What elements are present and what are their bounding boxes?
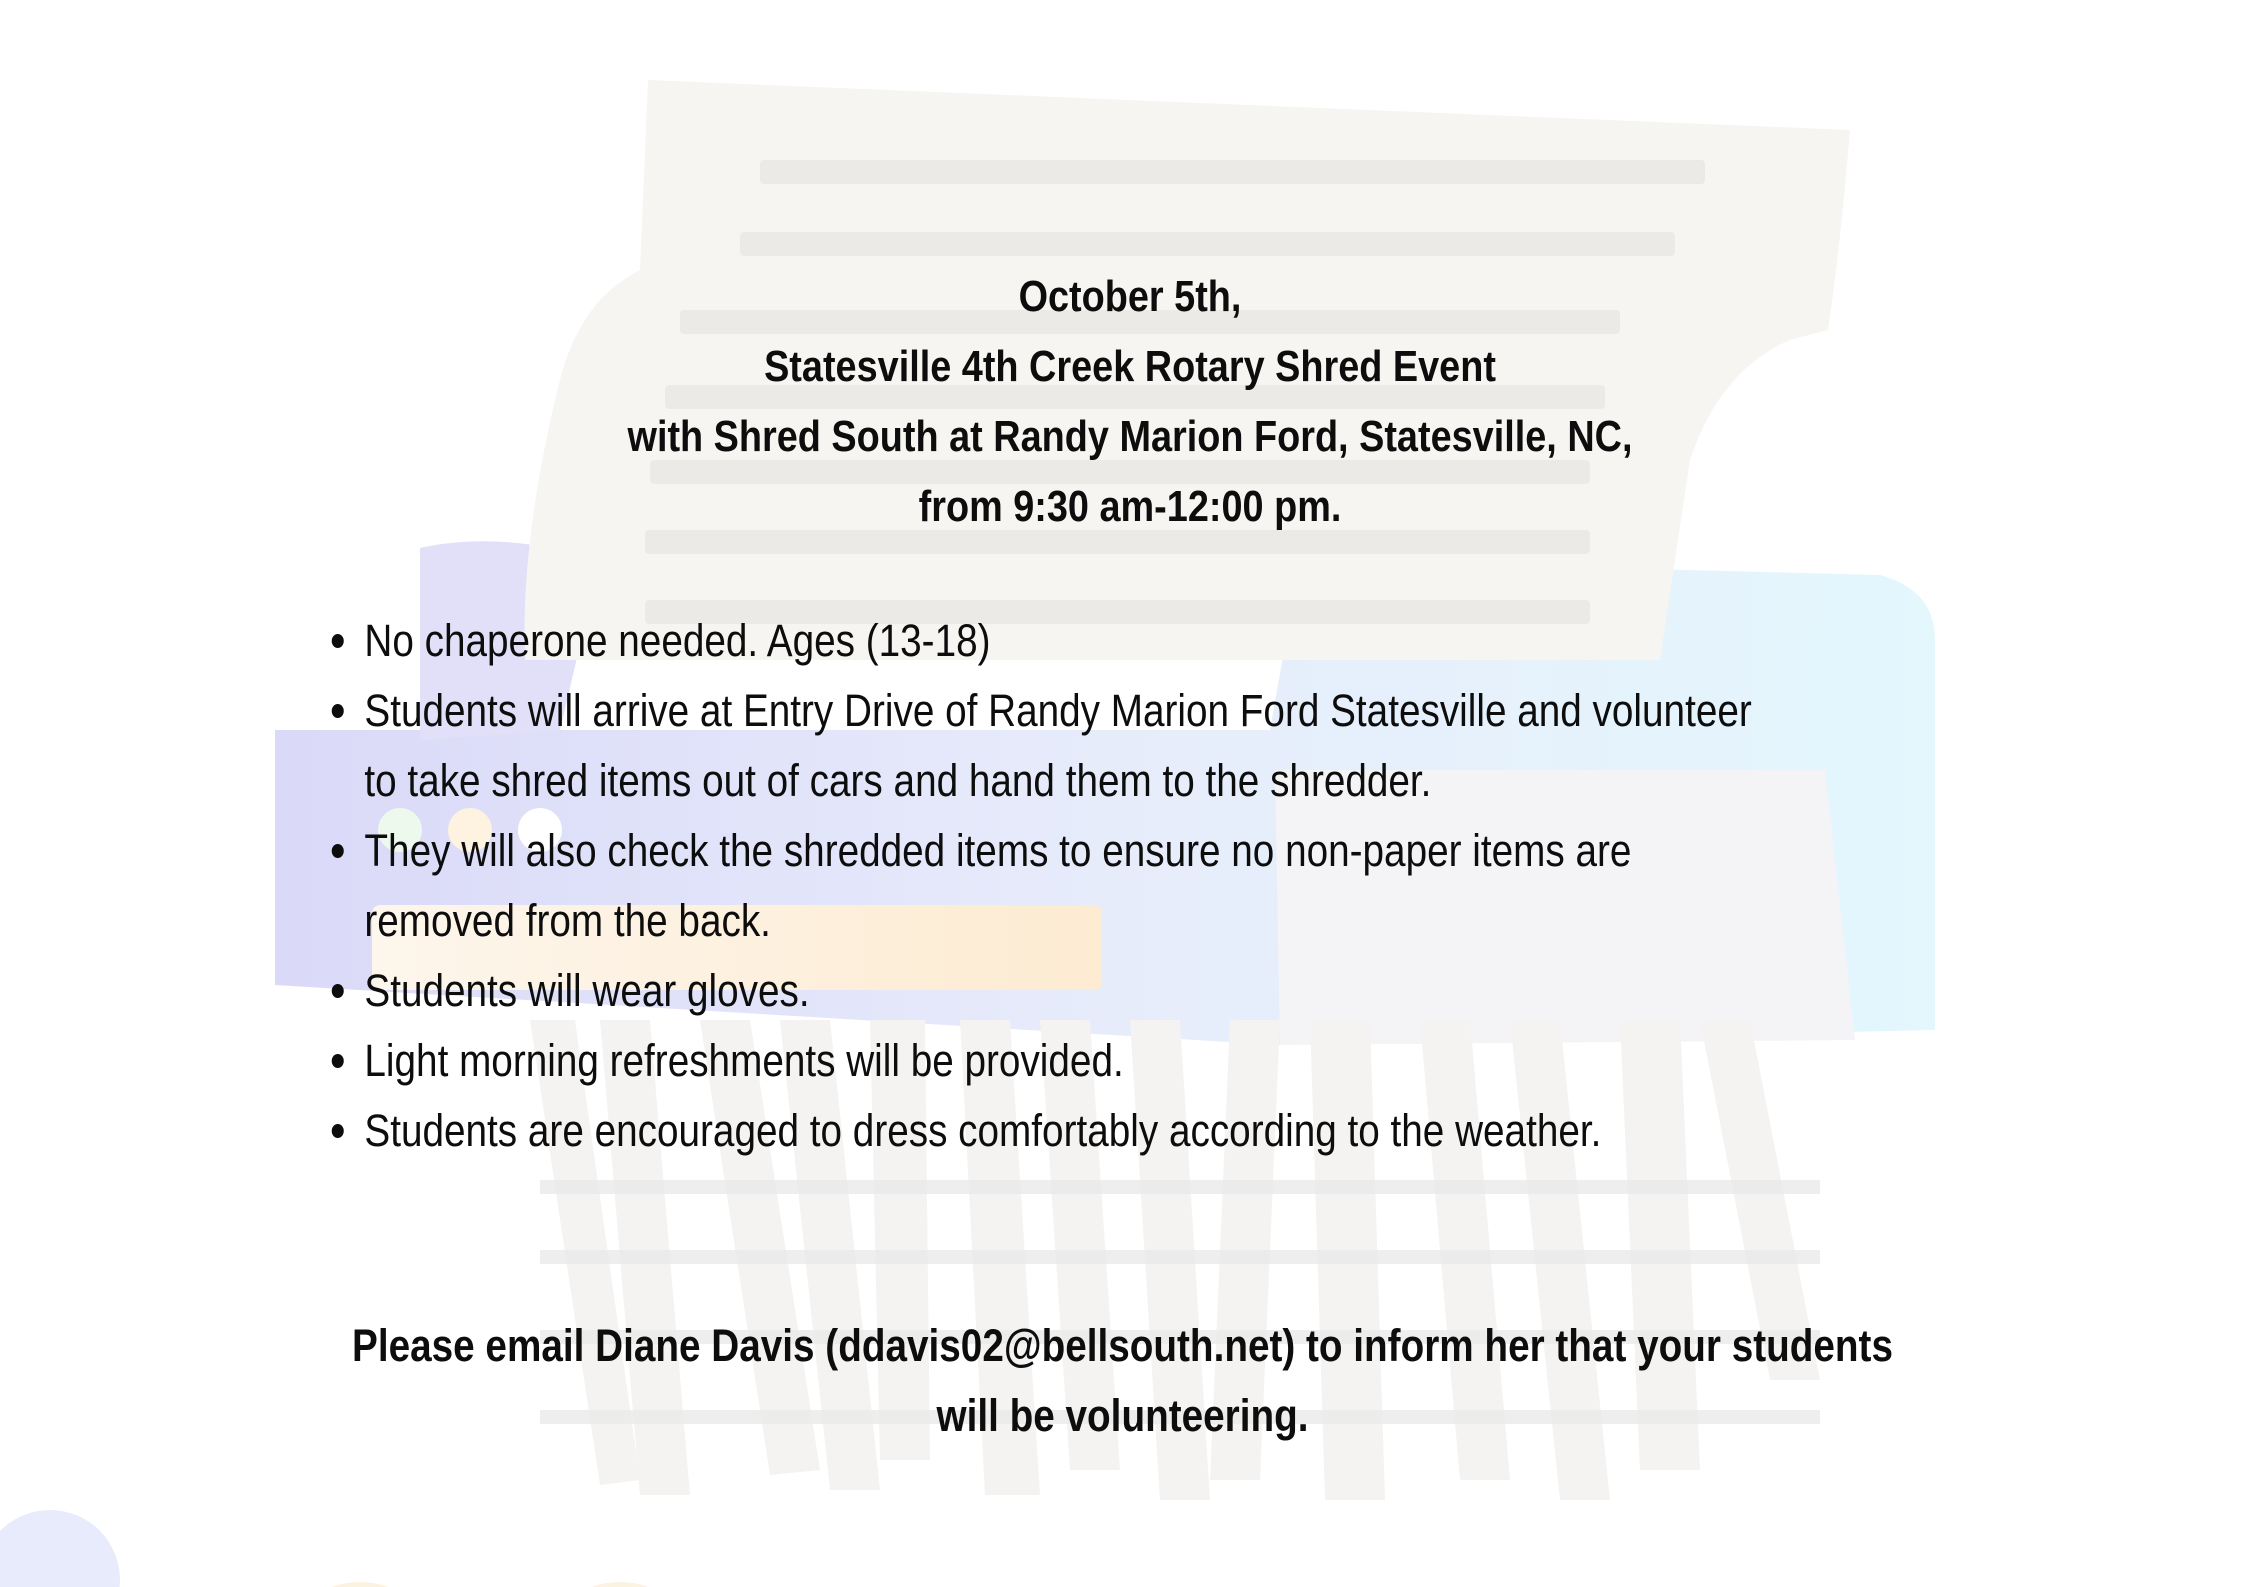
- bullet-icon: [332, 844, 344, 858]
- event-title: Statesville 4th Creek Rotary Shred Event: [764, 342, 1496, 391]
- contact-line-2: will be volunteering.: [936, 1390, 1309, 1441]
- list-item-text: Students are encouraged to dress comfortably according to the weather.: [364, 1105, 1602, 1156]
- list-item-text: Students will wear gloves.: [364, 965, 810, 1016]
- bullet-icon: [332, 1054, 344, 1068]
- contact-line-1: Please email Diane Davis (ddavis02@bellsouth.net) to inform her that your students: [352, 1320, 1893, 1371]
- list-item-text: They will also check the shredded items to ensure no non-paper items are removed from the back.: [364, 825, 1632, 946]
- event-location: with Shred South at Randy Marion Ford, Statesville, NC,: [627, 412, 1633, 461]
- details-list: [330, 606, 1792, 1166]
- event-header: [528, 262, 1732, 542]
- bullet-icon: [332, 984, 344, 998]
- list-item-text: Students will arrive at Entry Drive of Randy Marion Ford Statesville and volunteer to take shred items out of cars and hand them to the shredder.: [364, 685, 1752, 806]
- list-item: [330, 1096, 1792, 1166]
- list-item: [330, 956, 1792, 1026]
- bullet-icon: [332, 704, 344, 718]
- bullet-icon: [332, 634, 344, 648]
- list-item: [330, 816, 1792, 956]
- list-item: [330, 606, 1792, 676]
- bullet-icon: [332, 1124, 344, 1138]
- contact-note: [329, 1311, 1916, 1451]
- list-item: [330, 676, 1792, 816]
- list-item-text: Light morning refreshments will be provided.: [364, 1035, 1124, 1086]
- event-time: from 9:30 am-12:00 pm.: [918, 482, 1342, 531]
- list-item: [330, 1026, 1792, 1096]
- list-item-text: No chaperone needed. Ages (13-18): [364, 615, 991, 666]
- event-date: October 5th,: [1018, 272, 1242, 321]
